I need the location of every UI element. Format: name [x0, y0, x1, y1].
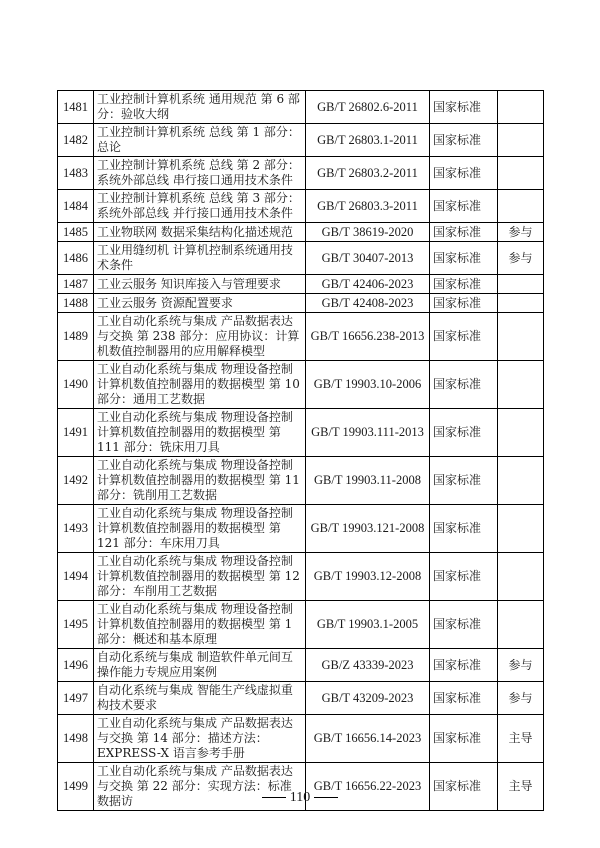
standard-name: 工业自动化系统与集成 物理设备控制 计算机数值控制器用的数据模型 第 12 部分：车削用工艺数据: [94, 553, 306, 601]
standard-type: 国家标准: [430, 294, 498, 313]
standard-name: 工业物联网 数据采集结构化描述规范: [94, 223, 306, 242]
participation-role: [498, 505, 544, 553]
standard-name: 工业自动化系统与集成 产品数据表达与交换 第 238 部分：应用协议：计算机数值控制器用的应用解释模型: [94, 313, 306, 361]
row-number: 1481: [58, 91, 94, 124]
standard-type: 国家标准: [430, 649, 498, 682]
standard-type: 国家标准: [430, 124, 498, 157]
participation-role: [498, 361, 544, 409]
row-number: 1493: [58, 505, 94, 553]
participation-role: [498, 313, 544, 361]
participation-role: [498, 601, 544, 649]
participation-role: 参与: [498, 682, 544, 715]
standard-code: GB/T 42406-2023: [306, 275, 430, 294]
participation-role: [498, 157, 544, 190]
standard-code: GB/T 26803.1-2011: [306, 124, 430, 157]
table-row: [58, 715, 544, 763]
participation-role: 参与: [498, 223, 544, 242]
standard-type: 国家标准: [430, 553, 498, 601]
participation-role: 参与: [498, 242, 544, 275]
standard-code: GB/T 19903.1-2005: [306, 601, 430, 649]
row-number: 1482: [58, 124, 94, 157]
standard-type: 国家标准: [430, 91, 498, 124]
participation-role: [498, 457, 544, 505]
standard-code: GB/T 16656.22-2023: [306, 763, 430, 811]
standard-code: GB/T 16656.14-2023: [306, 715, 430, 763]
participation-role: 主导: [498, 763, 544, 811]
table-row: [58, 601, 544, 649]
footer-dash-right: [314, 797, 338, 798]
standard-type: 国家标准: [430, 313, 498, 361]
standard-code: GB/T 26802.6-2011: [306, 91, 430, 124]
participation-role: [498, 124, 544, 157]
standard-name: 工业自动化系统与集成 物理设备控制 计算机数值控制器用的数据模型 第 111 部分：铣床用刀具: [94, 409, 306, 457]
standard-name: 工业自动化系统与集成 物理设备控制 计算机数值控制器用的数据模型 第 10 部分：通用工艺数据: [94, 361, 306, 409]
participation-role: [498, 409, 544, 457]
standard-type: 国家标准: [430, 223, 498, 242]
standard-name: 工业自动化系统与集成 产品数据表达与交换 第 14 部分：描述方法：EXPRESS-X 语言参考手册: [94, 715, 306, 763]
participation-role: [498, 190, 544, 223]
standard-type: 国家标准: [430, 457, 498, 505]
row-number: 1484: [58, 190, 94, 223]
standard-type: 国家标准: [430, 505, 498, 553]
row-number: 1487: [58, 275, 94, 294]
standard-code: GB/T 19903.111-2013: [306, 409, 430, 457]
standards-table: [57, 90, 544, 811]
table-row: [58, 649, 544, 682]
row-number: 1492: [58, 457, 94, 505]
standard-name: 工业自动化系统与集成 物理设备控制 计算机数值控制器用的数据模型 第 11 部分：铣削用工艺数据: [94, 457, 306, 505]
standard-code: GB/T 16656.238-2013: [306, 313, 430, 361]
row-number: 1490: [58, 361, 94, 409]
standard-code: GB/T 30407-2013: [306, 242, 430, 275]
standard-code: GB/T 26803.3-2011: [306, 190, 430, 223]
standard-type: 国家标准: [430, 715, 498, 763]
standard-name: 工业控制计算机系统 通用规范 第 6 部分：验收大纲: [94, 91, 306, 124]
standards-table-body: [58, 91, 544, 811]
standard-name: 自动化系统与集成 制造软件单元间互操作能力专规应用案例: [94, 649, 306, 682]
row-number: 1498: [58, 715, 94, 763]
standard-code: GB/Z 43339-2023: [306, 649, 430, 682]
participation-role: [498, 275, 544, 294]
participation-role: [498, 553, 544, 601]
row-number: 1496: [58, 649, 94, 682]
table-row: [58, 294, 544, 313]
standard-code: GB/T 42408-2023: [306, 294, 430, 313]
table-row: [58, 682, 544, 715]
participation-role: [498, 294, 544, 313]
participation-role: 参与: [498, 649, 544, 682]
standard-type: 国家标准: [430, 275, 498, 294]
standard-code: GB/T 43209-2023: [306, 682, 430, 715]
row-number: 1499: [58, 763, 94, 811]
participation-role: [498, 91, 544, 124]
standard-type: 国家标准: [430, 190, 498, 223]
table-row: [58, 124, 544, 157]
standard-name: 工业控制计算机系统 总线 第 2 部分：系统外部总线 串行接口通用技术条件: [94, 157, 306, 190]
table-row: [58, 242, 544, 275]
table-row: [58, 409, 544, 457]
standard-code: GB/T 26803.2-2011: [306, 157, 430, 190]
standard-type: 国家标准: [430, 763, 498, 811]
standard-name: 工业控制计算机系统 总线 第 1 部分：总论: [94, 124, 306, 157]
table-row: [58, 313, 544, 361]
standard-code: GB/T 19903.12-2008: [306, 553, 430, 601]
standard-code: GB/T 19903.121-2008: [306, 505, 430, 553]
standard-name: 工业自动化系统与集成 物理设备控制 计算机数值控制器用的数据模型 第 121 部分：车床用刀具: [94, 505, 306, 553]
row-number: 1497: [58, 682, 94, 715]
standard-name: 工业用缝纫机 计算机控制系统通用技术条件: [94, 242, 306, 275]
standard-code: GB/T 19903.10-2006: [306, 361, 430, 409]
table-row: [58, 505, 544, 553]
standard-type: 国家标准: [430, 242, 498, 275]
row-number: 1495: [58, 601, 94, 649]
row-number: 1489: [58, 313, 94, 361]
table-row: [58, 223, 544, 242]
standard-name: 工业控制计算机系统 总线 第 3 部分：系统外部总线 并行接口通用技术条件: [94, 190, 306, 223]
table-row: [58, 91, 544, 124]
page-footer: [0, 790, 600, 806]
row-number: 1483: [58, 157, 94, 190]
row-number: 1488: [58, 294, 94, 313]
standard-name: 工业云服务 资源配置要求: [94, 294, 306, 313]
standard-type: 国家标准: [430, 361, 498, 409]
standard-type: 国家标准: [430, 157, 498, 190]
standard-type: 国家标准: [430, 409, 498, 457]
standard-type: 国家标准: [430, 682, 498, 715]
standard-type: 国家标准: [430, 601, 498, 649]
footer-dash-left: [262, 797, 286, 798]
table-row: [58, 361, 544, 409]
standard-name: 自动化系统与集成 智能生产线虚拟重构技术要求: [94, 682, 306, 715]
table-row: [58, 553, 544, 601]
standard-name: 工业云服务 知识库接入与管理要求: [94, 275, 306, 294]
row-number: 1486: [58, 242, 94, 275]
participation-role: 主导: [498, 715, 544, 763]
table-row: [58, 157, 544, 190]
table-row: [58, 275, 544, 294]
page-number: 110: [289, 790, 311, 805]
row-number: 1491: [58, 409, 94, 457]
table-row: [58, 457, 544, 505]
row-number: 1485: [58, 223, 94, 242]
standard-name: 工业自动化系统与集成 产品数据表达与交换 第 22 部分：实现方法：标准数据访: [94, 763, 306, 811]
standard-code: GB/T 38619-2020: [306, 223, 430, 242]
row-number: 1494: [58, 553, 94, 601]
standard-name: 工业自动化系统与集成 物理设备控制 计算机数值控制器用的数据模型 第 1 部分：概述和基本原理: [94, 601, 306, 649]
standard-code: GB/T 19903.11-2008: [306, 457, 430, 505]
table-row: [58, 190, 544, 223]
